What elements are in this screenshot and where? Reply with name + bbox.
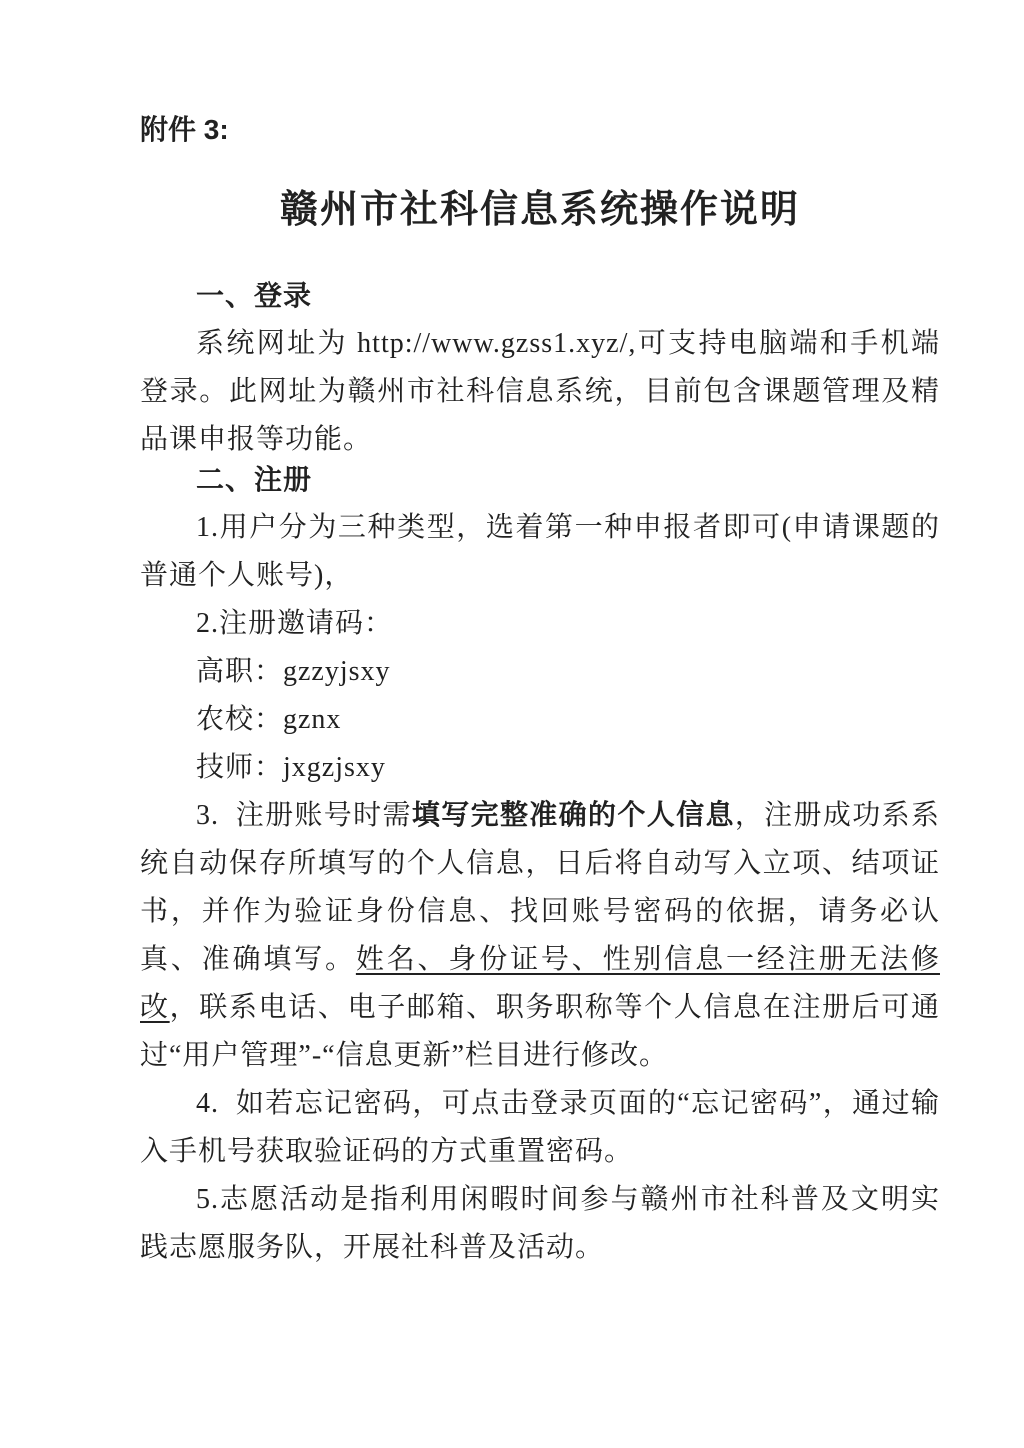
- section-login-heading: 一、登录: [196, 280, 313, 311]
- item-3-text-end: ，联系电话、电子邮箱、职务职称等个人信息在注册后可通过“用户管理”-“信息更新”栏目进行修改。: [140, 992, 940, 1071]
- item-3-bold-segment: 填写完整准确的个人信息: [411, 800, 735, 831]
- register-item-2: 2.注册邀请码：: [196, 608, 394, 639]
- document-title: 赣州市社科信息系统操作说明: [279, 189, 800, 231]
- attachment-label: 附件 3:: [140, 114, 229, 145]
- register-item-4: 4. 如若忘记密码，可点击登录页面的“忘记密码”，通过输入手机号获取验证码的方式重置密码。: [140, 1088, 940, 1167]
- invite-code-jishi: 技师：jxgzjsxy: [196, 752, 386, 783]
- item-3-text-middle: ，注册成功系系统自动保存所填写的个人信息，日后将自动写入立项、结项证书，并作为验证身份信息、找回账号密码的依据，请务必认真、准确填写。: [140, 800, 940, 975]
- invite-code-gaozhi: 高职：gzzyjsxy: [196, 656, 391, 687]
- register-item-1: 1.用户分为三种类型，选着第一种申报者即可(申请课题的普通个人账号)，: [140, 512, 940, 591]
- item-3-text-start: 3. 注册账号时需: [196, 800, 412, 831]
- item-3-underlined-segment: 姓名、身份证号、性别信息一经注册无法修改: [140, 944, 940, 1023]
- register-item-3: [140, 792, 940, 1080]
- section-register-heading: 二、注册: [196, 464, 313, 495]
- section-login-paragraph: 系统网址为 http://www.gzss1.xyz/,可支持电脑端和手机端登录。此网址为赣州市社科信息系统，目前包含课题管理及精品课申报等功能。: [140, 328, 940, 455]
- invite-code-nongxiao: 农校：gznx: [196, 704, 342, 735]
- register-item-5: 5.志愿活动是指利用闲暇时间参与赣州市社科普及文明实践志愿服务队，开展社科普及活动。: [140, 1184, 940, 1263]
